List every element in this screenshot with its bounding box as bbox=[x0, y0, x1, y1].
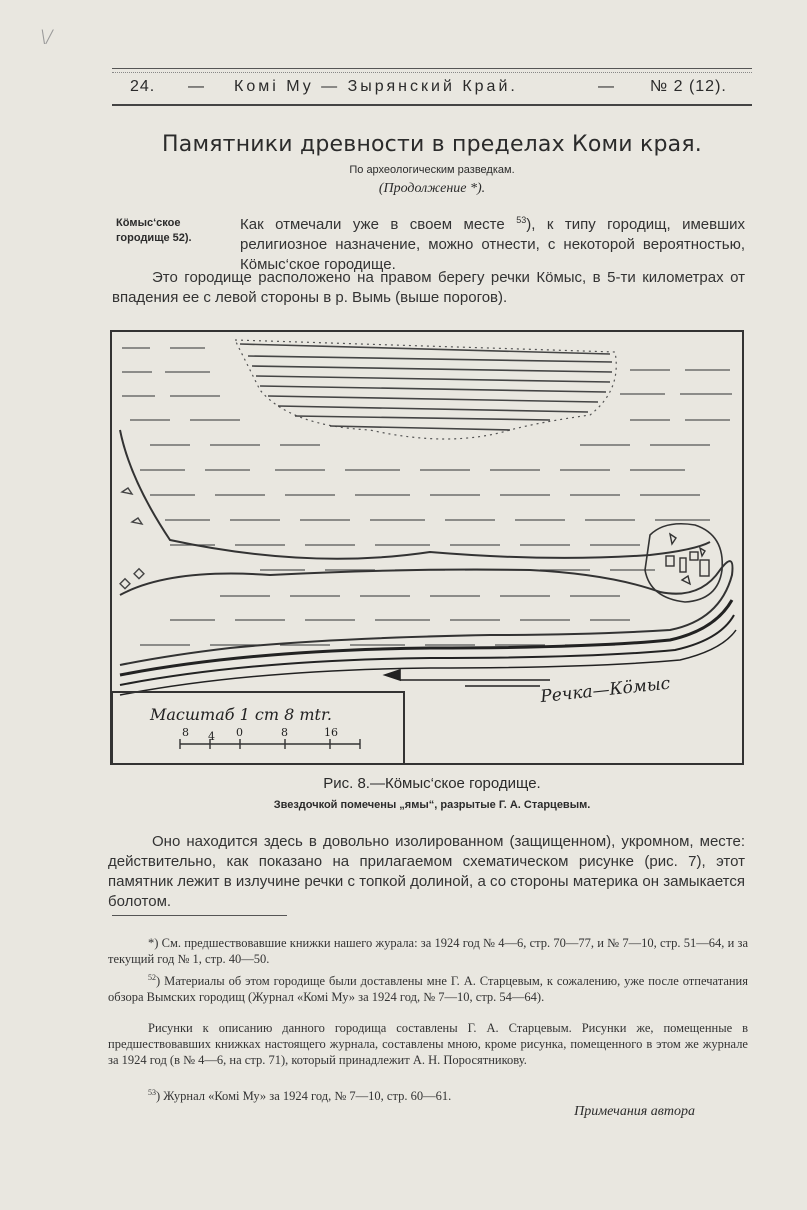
footnote-53-text: ) Журнал «Комі Му» за 1924 год, № 7—10, стр. 60—61. bbox=[156, 1089, 452, 1104]
scale-title: Масштаб 1 cm 8 mtr. bbox=[150, 705, 332, 724]
side-heading-line2: городище 52). bbox=[116, 232, 192, 244]
notes-signature: Примечания автора bbox=[574, 1104, 695, 1119]
continuation-note: (Продолжение *). bbox=[378, 181, 486, 196]
paragraph-3: Оно находится здесь в довольно изолированном (защищенном), укромном, месте: действительно, как показано на прилагаемом схематическом рисунке (рис. 7), этот памятник лежит в излучине речки с топкой долиной, а со стороны материка он замыкается болотом. bbox=[108, 833, 745, 910]
side-heading bbox=[116, 216, 236, 246]
paragraph-1-rest: ), к типу городищ, имевших религиозное назначение, можно отнести, с некоторой вероятностью, Кöмыс‘ское городище. bbox=[240, 216, 745, 273]
footnote-52 bbox=[108, 970, 748, 1005]
side-heading-line1: Кöмыс‘ское bbox=[116, 217, 181, 229]
header-rule-top bbox=[112, 68, 752, 69]
article-title: Памятники древности в пределах Коми края. bbox=[162, 132, 702, 157]
margin-pencil-mark: \/ bbox=[40, 24, 53, 49]
header-dash-right: — bbox=[598, 78, 615, 95]
footnote-1: *) См. предшествовавшие книжки нашего журала: за 1924 год № 4—6, стр. 70—77, и № 7—10, стр. 51—64, и за текущий год № 1, стр. 40—50. bbox=[108, 936, 748, 966]
scale-tick-3: 0 bbox=[236, 726, 243, 739]
pits bbox=[666, 534, 709, 584]
river-label: Речка—Кöмыс bbox=[539, 673, 672, 708]
issue-number: № 2 (12). bbox=[650, 78, 727, 95]
running-header bbox=[112, 78, 752, 100]
header-rule-bottom bbox=[112, 104, 752, 106]
article-subtitle: По археологическим разведкам. bbox=[349, 164, 515, 176]
page-number: 24. bbox=[130, 78, 156, 95]
scale-bar bbox=[180, 739, 360, 749]
footnote-53 bbox=[108, 1085, 748, 1104]
footnote-52-text: ) Материалы об этом городище были доставлены мне Г. А. Старцевым, к сожалению, уже после отпечатания обзора Вымских городищ (Журнал «Комі Му» за 1924 год, № 7—10, стр. 54—64). bbox=[108, 974, 748, 1005]
site-plan-figure bbox=[110, 330, 744, 765]
footnote-rule bbox=[112, 915, 287, 916]
footnote-ref-53: 53 bbox=[516, 215, 527, 225]
upper-bank bbox=[120, 430, 710, 559]
scale-box bbox=[112, 692, 404, 764]
scale-tick-2: 4 bbox=[208, 730, 215, 743]
hillfort-site bbox=[645, 524, 722, 602]
footnote-52-ref: 52 bbox=[148, 973, 156, 982]
paragraph-1-start: Как отмечали уже в своем месте bbox=[240, 216, 505, 233]
lake-hatching bbox=[240, 344, 612, 430]
paragraph-2: Это городище расположено на правом берегу речки Кöмыс, в 5-ти километрах от впадения ее с левой стороны в р. Вымь (выше порогов). bbox=[112, 269, 745, 306]
paragraph-1 bbox=[240, 210, 745, 275]
scale-tick-4: 8 bbox=[281, 726, 288, 739]
journal-title: Комі Му — Зырянский Край. bbox=[234, 78, 518, 95]
footnote-drawings: Рисунки к описанию данного городища составлены Г. А. Старцевым. Рисунки же, помещенные в предшествовавших книжках настоящего журнала, составлены мною, кроме рисунка, помещенного в этом же журнале за 1924 год (в № 4—6, на стр. 71), который принадлежит А. Н. Поросятникову. bbox=[108, 1021, 748, 1067]
footnote-53-ref: 53 bbox=[148, 1088, 156, 1097]
figure-caption-note: Звездочкой помечены „ямы“, разрытые Г. А. Старцевым. bbox=[273, 799, 591, 811]
site-plan-drawing bbox=[110, 330, 744, 765]
figure-caption: Рис. 8.—Кöмыс‘ское городище. bbox=[323, 775, 541, 792]
header-dash-left: — bbox=[188, 78, 205, 95]
scale-tick-5: 16 bbox=[324, 726, 338, 739]
mounds bbox=[120, 488, 144, 589]
header-rule-top-2 bbox=[112, 72, 752, 73]
scale-tick-1: 8 bbox=[182, 726, 189, 739]
swamp-hatching bbox=[122, 348, 732, 645]
river-arrow bbox=[385, 670, 550, 686]
